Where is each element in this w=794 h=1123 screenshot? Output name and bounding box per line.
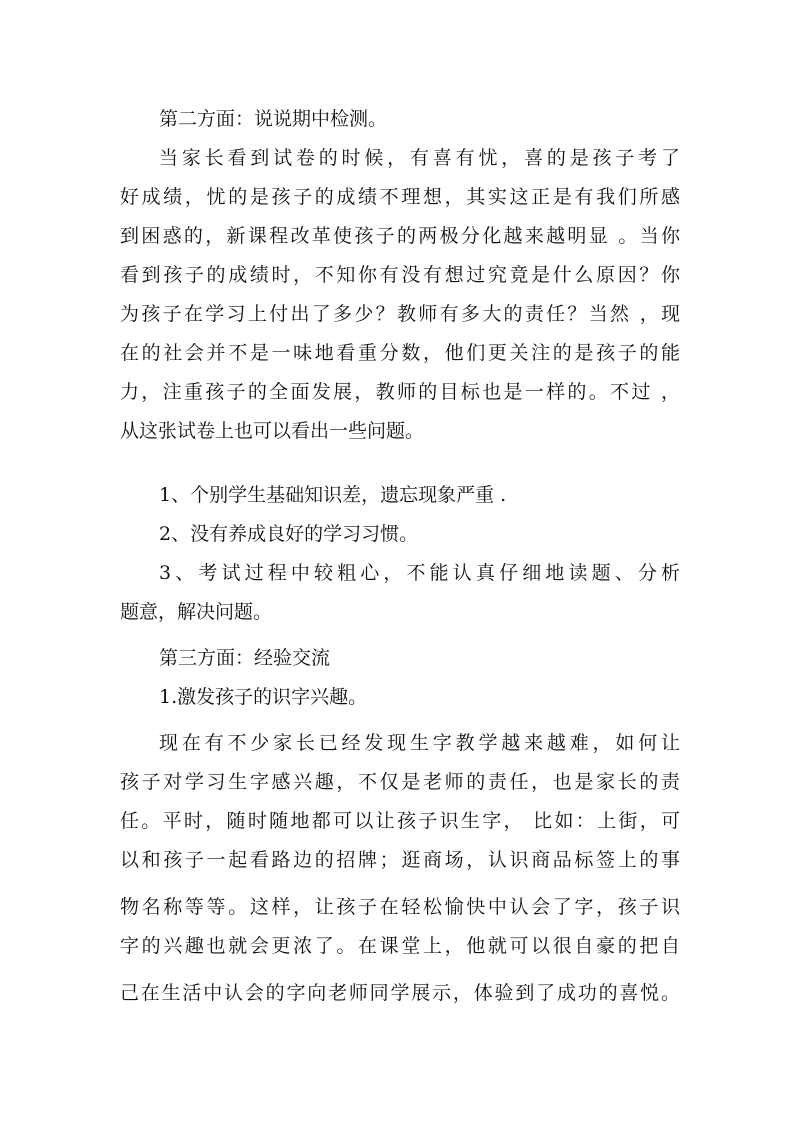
paragraph-line: 字的兴趣也就会更浓了。在课堂上，他就可以很自豪的把自 xyxy=(120,935,680,957)
list-item: 1、个别学生基础知识差，遗忘现象严重 . xyxy=(159,484,507,506)
paragraph-line: 从这张试卷上也可以看出一些问题。 xyxy=(120,420,425,442)
list-item: 3、考试过程中较粗心，不能认真仔细地读题、分析 xyxy=(159,562,680,584)
paragraph-line: 己在生活中认会的字向老师同学展示，体验到了成功的喜悦。 xyxy=(120,982,680,1004)
paragraph-line: 好成绩，忧的是孩子的成绩不理想，其实这正是有我们所感 xyxy=(120,186,680,208)
paragraph-line: 物名称等等。这样，让孩子在轻松愉快中认会了字，孩子识 xyxy=(120,896,680,918)
section-heading-3: 第三方面：经验交流 xyxy=(159,647,331,669)
subheading: 1.激发孩子的识字兴趣。 xyxy=(159,686,368,708)
paragraph-line: 现在有不少家长已经发现生字教学越来越难，如何让 xyxy=(159,732,680,754)
paragraph-line: 力，注重孩子的全面发展，教师的目标也是一样的。不过 ， xyxy=(120,381,680,403)
paragraph-line: 任。平时，随时随地都可以让孩子识生字， 比如：上街，可 xyxy=(120,810,680,832)
section-heading-2: 第二方面：说说期中检测。 xyxy=(159,108,388,130)
list-item: 2、没有养成良好的学习习惯。 xyxy=(159,523,419,545)
paragraph-line: 看到孩子的成绩时，不知你有没有想过究竟是什么原因？你 xyxy=(120,264,680,286)
list-item: 题意，解决问题。 xyxy=(120,601,273,623)
paragraph-line: 在的社会并不是一味地看重分数，他们更关注的是孩子的能 xyxy=(120,342,680,364)
paragraph-line: 为孩子在学习上付出了多少？教师有多大的责任？当然 ，现 xyxy=(120,303,680,325)
paragraph-line: 到困惑的，新课程改革使孩子的两极分化越来越明显 。当你 xyxy=(120,225,680,247)
paragraph-line: 当家长看到试卷的时候，有喜有忧，喜的是孩子考了 xyxy=(159,147,680,169)
paragraph-line: 以和孩子一起看路边的招牌；逛商场，认识商品标签上的事 xyxy=(120,849,680,871)
paragraph-line: 孩子对学习生字感兴趣，不仅是老师的责任，也是家长的责 xyxy=(120,771,680,793)
